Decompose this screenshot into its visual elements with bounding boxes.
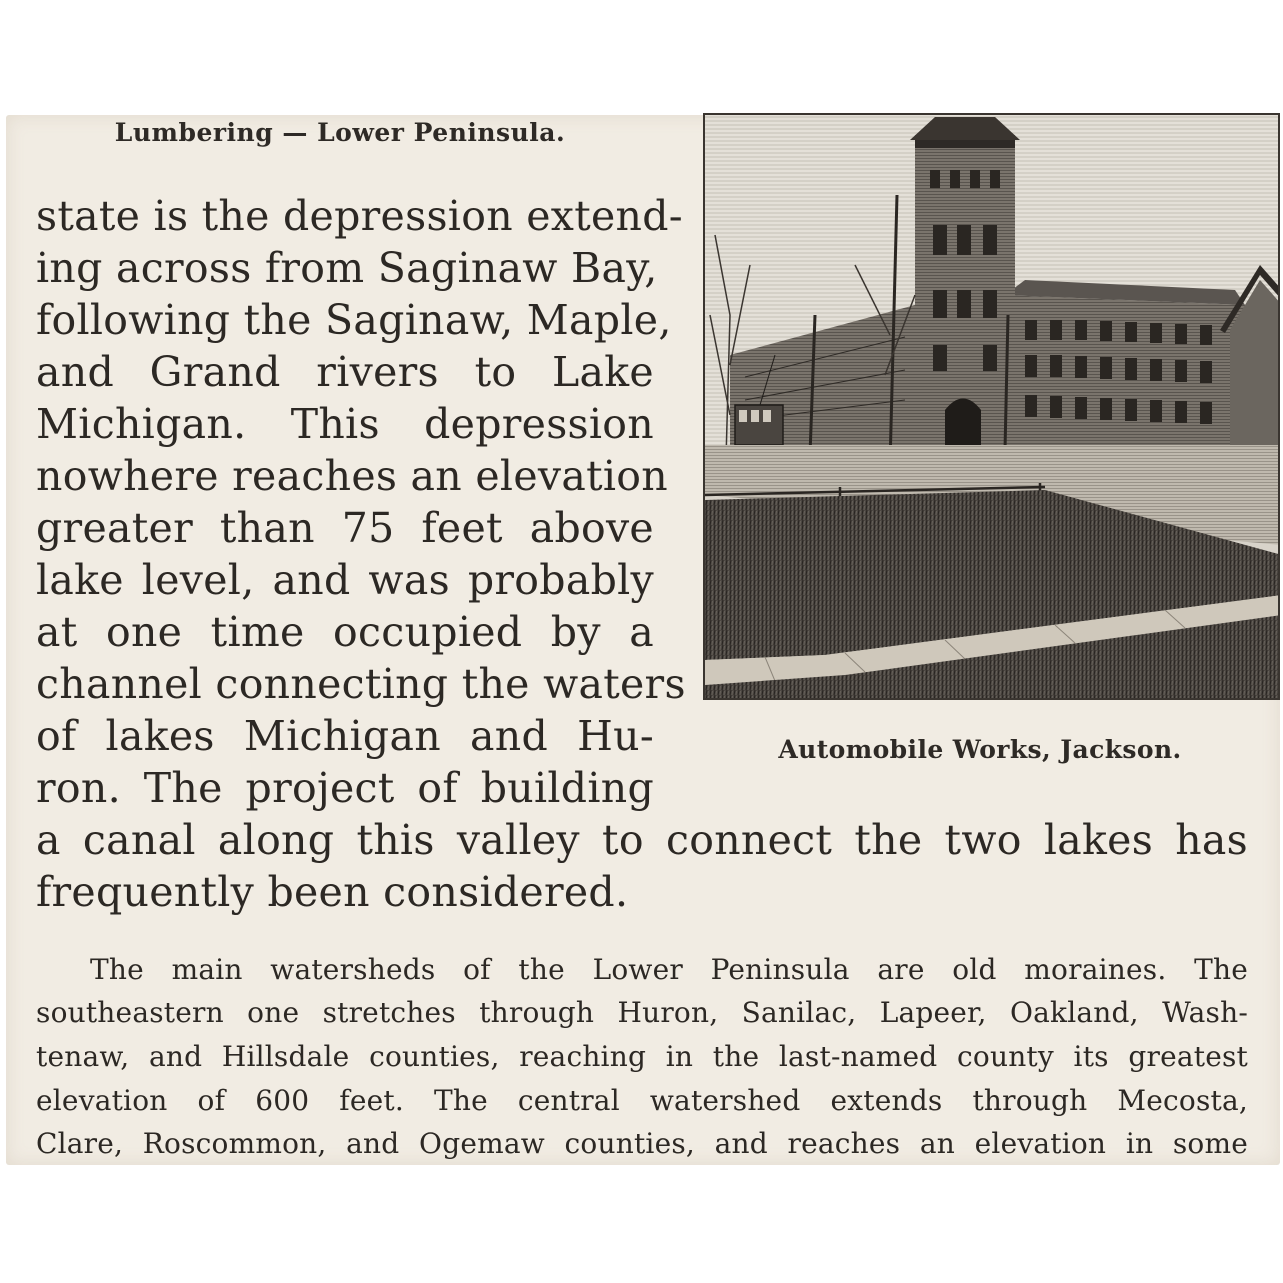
running-head: Lumbering — Lower Peninsula. [114,118,566,147]
body-line: state is the depression extend- [36,192,683,240]
figure-caption: Automobile Works, Jackson. [778,735,1182,764]
paragraph-line: tenaw, and Hillsdale counties, reaching in the last-named county its greatest [36,1040,1248,1073]
body-line-wide: frequently been considered. [36,868,629,916]
body-line: following the Saginaw, Maple, [36,296,672,344]
body-line: lake level, and was probably [36,556,654,604]
factory-engraving [703,113,1280,700]
body-line: nowhere reaches an elevation [36,452,668,500]
body-line-wide: a canal along this valley to connect the two lakes has [36,816,1248,864]
body-line: of lakes Michigan and Hu- [36,712,654,760]
body-line: ing across from Saginaw Bay, [36,244,658,292]
body-line: ron. The project of building [36,764,654,812]
body-line: and Grand rivers to Lake [36,348,654,396]
paragraph-line: Clare, Roscommon, and Ogemaw counties, and reaches an elevation in some [36,1127,1248,1160]
paragraph-line: elevation of 600 feet. The central watershed extends through Mecosta, [36,1084,1248,1117]
body-line: greater than 75 feet above [36,504,654,552]
body-line: at one time occupied by a [36,608,654,656]
paragraph-line: The main watersheds of the Lower Peninsula are old moraines. The [90,953,1248,986]
body-line: channel connecting the waters [36,660,686,708]
paragraph-line: southeastern one stretches through Huron, Sanilac, Lapeer, Oakland, Wash- [36,996,1248,1029]
body-line: Michigan. This depression [36,400,654,448]
factory-illustration [705,115,1280,700]
